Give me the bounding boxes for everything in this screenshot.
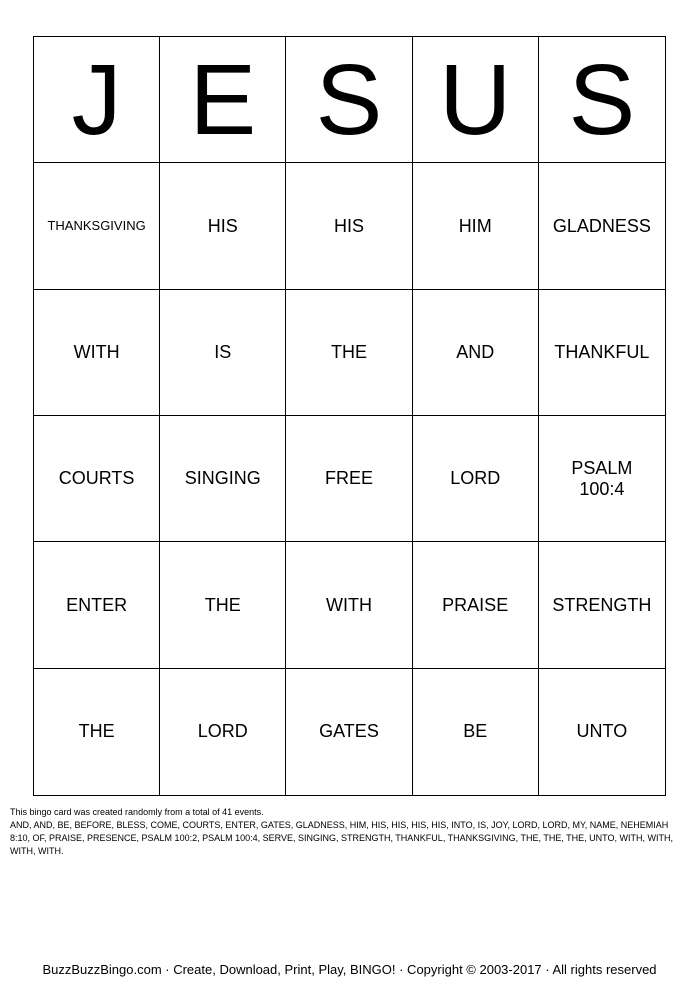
events-info	[10, 806, 680, 858]
page-footer: BuzzBuzzBingo.com · Create, Download, Print, Play, BINGO! · Copyright © 2003-2017 · All rights reserved	[42, 962, 657, 977]
bingo-cell: WITH	[286, 542, 412, 668]
header-letter-j: J	[34, 37, 160, 163]
bingo-cell: GATES	[286, 669, 412, 795]
bingo-grid	[34, 37, 665, 795]
bingo-cell: ENTER	[34, 542, 160, 668]
bingo-cell: PRAISE	[413, 542, 539, 668]
bingo-cell: HIS	[286, 163, 412, 289]
header-letter-s2: S	[539, 37, 665, 163]
events-list: AND, AND, BE, BEFORE, BLESS, COME, COURTS, ENTER, GATES, GLADNESS, HIM, HIS, HIS, HIS, HIS, INTO, IS, JOY, LORD, LORD, MY, NAME, NEHEMIAH 8:10, OF, PRAISE, PRESENCE, PSALM 100:2, PSALM 100:4, SERVE, SINGING, STRENGTH, THANKFUL, THANKSGIVING, THE, THE, THE, UNTO, WITH, WITH, WITH, WITH.	[10, 820, 673, 856]
header-letter-u: U	[413, 37, 539, 163]
bingo-cell: WITH	[34, 290, 160, 416]
bingo-cell: LORD	[160, 669, 286, 795]
bingo-cell: PSALM 100:4	[539, 416, 665, 542]
bingo-cell: IS	[160, 290, 286, 416]
bingo-cell: STRENGTH	[539, 542, 665, 668]
bingo-cell: HIS	[160, 163, 286, 289]
bingo-cell: SINGING	[160, 416, 286, 542]
bingo-cell: COURTS	[34, 416, 160, 542]
header-letter-e: E	[160, 37, 286, 163]
bingo-cell: FREE	[286, 416, 412, 542]
bingo-cell: THANKSGIVING	[34, 163, 160, 289]
bingo-cell: AND	[413, 290, 539, 416]
bingo-cell: THE	[286, 290, 412, 416]
events-summary: This bingo card was created randomly from a total of 41 events.	[10, 807, 264, 817]
bingo-card	[33, 36, 666, 796]
bingo-cell: HIM	[413, 163, 539, 289]
bingo-cell: LORD	[413, 416, 539, 542]
bingo-cell: UNTO	[576, 721, 628, 742]
bingo-cell: THE	[34, 669, 160, 795]
bingo-cell: GLADNESS	[539, 163, 665, 289]
bingo-cell: BE	[413, 669, 539, 795]
bingo-cell: THANKFUL	[539, 290, 665, 416]
bingo-cell: THE	[160, 542, 286, 668]
header-letter-s: S	[286, 37, 412, 163]
